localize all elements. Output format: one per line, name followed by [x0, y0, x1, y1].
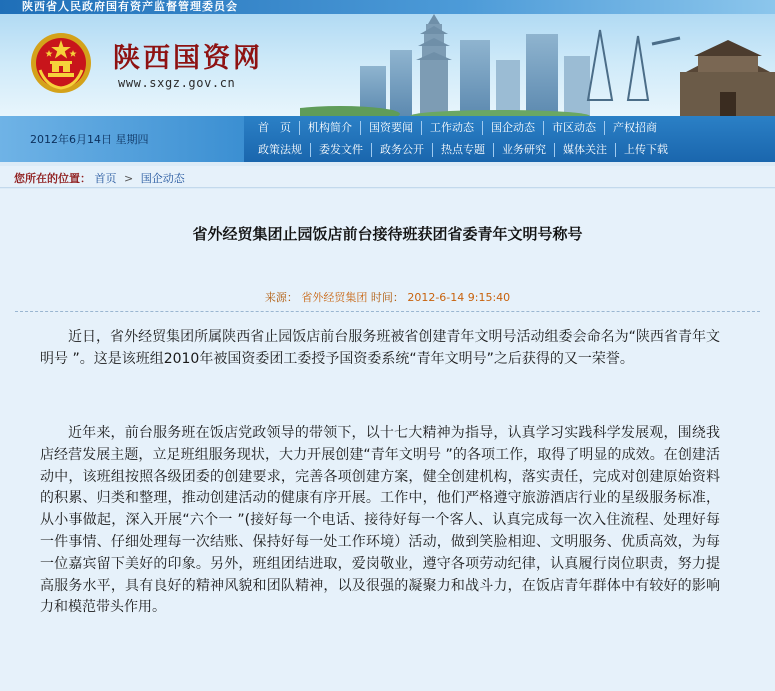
city-skyline-illustration: [300, 10, 775, 116]
article: [0, 189, 775, 691]
current-date: 2012年6月14日 星期四: [30, 133, 149, 146]
nav-media[interactable]: 媒体关注: [554, 143, 615, 157]
nav-downloads[interactable]: 上传下载: [615, 143, 676, 157]
nav-documents[interactable]: 委发文件: [310, 143, 371, 157]
breadcrumb-label: 您所在的位置：: [14, 172, 91, 185]
nav-policy[interactable]: 政策法规: [258, 143, 302, 156]
org-name: 陕西省人民政府国有资产监督管理委员会: [22, 0, 238, 13]
nav-property[interactable]: 产权招商: [604, 121, 665, 135]
national-emblem-icon: [30, 30, 92, 96]
article-paragraph: 近日，省外经贸集团所属陕西省止园饭店前台服务班被省创建青年文明号活动组委会命名为“陕西省青年文明号 ”。这是该班组2010年被国资委团工委授予国资委系统“青年文明号”之后获得的又一荣誉。: [40, 329, 720, 367]
time-label: 时间：: [370, 291, 404, 304]
nav-public-affairs[interactable]: 政务公开: [371, 143, 432, 157]
date-panel: [0, 116, 244, 162]
nav-topics[interactable]: 热点专题: [432, 143, 493, 157]
article-paragraph: 近年来，前台服务班在饭店党政领导的带领下，以十七大精神为指导，认真学习实践科学发展观，围绕我店经营发展主题，立足班组服务现状，大力开展创建“青年文明号 ”的各项工作，取得了明显的成效。在创建活动中，该班组按照各级团委的创建要求，完善各项创建方案，健全创建机构，落实责任，完成对创建原始资料的积累、归类和整理，推动创建活动的健康有序开展。工作中，他们严格遵守旅游酒店行业的星级服务标准，从小事做起，深入开展“六个一 ”(接好每一个电话、接待好每一个客人、认真完成每一次入住流程、处理好每一件事情、仔细处理每一次结账、保持好每一处工作环境）活动，做到笑脸相迎、文明服务、优质高效，为每一位嘉宾留下美好的印象。另外，班组团结进取，爱岗敬业，遵守各项劳动纪律，认真履行岗位职责，努力提高服务水平，具有良好的精神风貌和团队精神，以及很强的凝聚力和战斗力，在饭店青年群体中有较好的影响力和模范带头作用。: [40, 425, 720, 616]
nav-row-1: [250, 118, 665, 138]
nav-work[interactable]: 工作动态: [421, 121, 482, 135]
breadcrumb: [0, 166, 775, 188]
source-label: 来源：: [264, 291, 298, 304]
nav-research[interactable]: 业务研究: [493, 143, 554, 157]
nav-enterprise[interactable]: 国企动态: [482, 121, 543, 135]
main-nav: [0, 116, 775, 162]
article-title: 省外经贸集团止园饭店前台接待班获团省委青年文明号称号: [192, 225, 583, 243]
site-banner: [0, 0, 775, 116]
time-value: 2012-6-14 9:15:40: [407, 291, 511, 304]
nav-about[interactable]: 机构简介: [299, 121, 360, 135]
nav-city[interactable]: 市区动态: [543, 121, 604, 135]
nav-row-2: [250, 140, 676, 160]
site-name: 陕西国资网: [113, 43, 263, 74]
breadcrumb-category[interactable]: 国企动态: [140, 172, 185, 185]
breadcrumb-home[interactable]: 首页: [94, 172, 117, 185]
meta-divider: [15, 311, 760, 312]
breadcrumb-separator: >: [124, 172, 134, 185]
nav-home[interactable]: 首 页: [258, 121, 291, 134]
article-meta: [0, 289, 775, 305]
nav-news[interactable]: 国资要闻: [360, 121, 421, 135]
site-url: www.sxgz.gov.cn: [118, 76, 236, 90]
source-value: 省外经贸集团: [301, 291, 368, 304]
